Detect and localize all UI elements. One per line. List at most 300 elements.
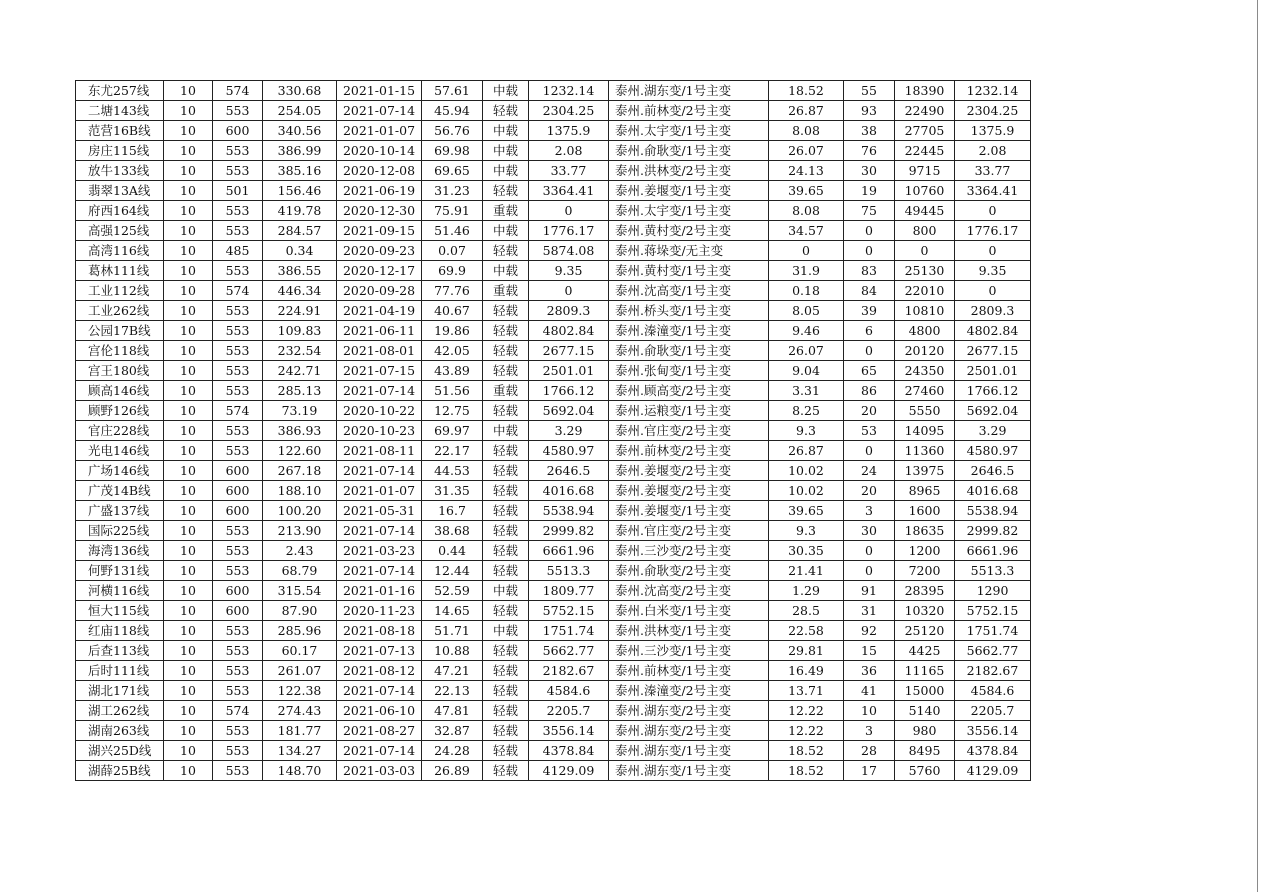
table-row	[76, 441, 1031, 461]
cell-load-rate: 40.67	[422, 301, 483, 321]
table-row	[76, 81, 1031, 101]
cell-rated-current: 600	[213, 581, 263, 601]
cell-load-rate: 56.76	[422, 121, 483, 141]
cell-available-capacity: 4129.09	[529, 761, 609, 781]
table-row	[76, 361, 1031, 381]
cell-available-capacity: 33.77	[529, 161, 609, 181]
cell-line-name: 顾野126线	[76, 401, 164, 421]
table-row	[76, 301, 1031, 321]
cell-max-current: 385.16	[263, 161, 337, 181]
cell-transformer-load-rate: 18.52	[769, 761, 844, 781]
cell-line-name: 宫伦118线	[76, 341, 164, 361]
cell-available-capacity: 5692.04	[529, 401, 609, 421]
cell-max-date: 2021-08-18	[337, 621, 422, 641]
table-row	[76, 341, 1031, 361]
table-row	[76, 581, 1031, 601]
cell-load-rate: 31.23	[422, 181, 483, 201]
cell-voltage-kv: 10	[164, 581, 213, 601]
cell-rated-current: 600	[213, 501, 263, 521]
cell-remaining-capacity: 1375.9	[955, 121, 1031, 141]
cell-remaining-capacity: 4378.84	[955, 741, 1031, 761]
cell-substation-transformer: 泰州.俞耿变/2号主变	[609, 561, 769, 581]
cell-load-rate: 52.59	[422, 581, 483, 601]
cell-load-status: 轻载	[483, 361, 529, 381]
cell-substation-transformer: 泰州.顾高变/2号主变	[609, 381, 769, 401]
cell-available-capacity: 2501.01	[529, 361, 609, 381]
cell-load-rate: 69.65	[422, 161, 483, 181]
cell-transformer-load-rate: 16.49	[769, 661, 844, 681]
cell-user-count: 93	[844, 101, 895, 121]
cell-available-capacity: 5874.08	[529, 241, 609, 261]
cell-max-date: 2021-01-15	[337, 81, 422, 101]
table-row	[76, 201, 1031, 221]
cell-voltage-kv: 10	[164, 621, 213, 641]
table-row	[76, 461, 1031, 481]
cell-available-capacity: 2677.15	[529, 341, 609, 361]
cell-max-date: 2021-07-15	[337, 361, 422, 381]
cell-substation-transformer: 泰州.三沙变/1号主变	[609, 641, 769, 661]
cell-available-capacity: 5513.3	[529, 561, 609, 581]
cell-rated-current: 553	[213, 361, 263, 381]
cell-substation-transformer: 泰州.运粮变/1号主变	[609, 401, 769, 421]
cell-transformer-load-rate: 31.9	[769, 261, 844, 281]
cell-remaining-capacity: 4016.68	[955, 481, 1031, 501]
cell-max-current: 267.18	[263, 461, 337, 481]
cell-substation-transformer: 泰州.洪林变/1号主变	[609, 621, 769, 641]
cell-max-current: 213.90	[263, 521, 337, 541]
cell-user-count: 6	[844, 321, 895, 341]
cell-transformer-load-rate: 8.08	[769, 121, 844, 141]
table-row	[76, 621, 1031, 641]
cell-remaining-capacity: 2501.01	[955, 361, 1031, 381]
table-row	[76, 421, 1031, 441]
cell-user-count: 91	[844, 581, 895, 601]
cell-load-rate: 45.94	[422, 101, 483, 121]
cell-max-date: 2021-07-14	[337, 381, 422, 401]
cell-max-current: 330.68	[263, 81, 337, 101]
cell-load-status: 轻载	[483, 741, 529, 761]
cell-voltage-kv: 10	[164, 721, 213, 741]
cell-user-count: 38	[844, 121, 895, 141]
cell-user-count: 30	[844, 521, 895, 541]
cell-installed-capacity: 20120	[895, 341, 955, 361]
cell-max-date: 2021-03-03	[337, 761, 422, 781]
cell-user-count: 15	[844, 641, 895, 661]
cell-load-status: 中载	[483, 421, 529, 441]
cell-remaining-capacity: 1766.12	[955, 381, 1031, 401]
cell-max-date: 2021-07-14	[337, 561, 422, 581]
cell-voltage-kv: 10	[164, 641, 213, 661]
cell-voltage-kv: 10	[164, 261, 213, 281]
cell-load-rate: 12.44	[422, 561, 483, 581]
cell-load-status: 中载	[483, 161, 529, 181]
cell-load-status: 轻载	[483, 761, 529, 781]
cell-installed-capacity: 13975	[895, 461, 955, 481]
cell-rated-current: 553	[213, 421, 263, 441]
cell-remaining-capacity: 1751.74	[955, 621, 1031, 641]
cell-load-status: 中载	[483, 221, 529, 241]
cell-user-count: 3	[844, 501, 895, 521]
cell-rated-current: 553	[213, 541, 263, 561]
cell-available-capacity: 5662.77	[529, 641, 609, 661]
cell-rated-current: 553	[213, 381, 263, 401]
cell-load-rate: 69.97	[422, 421, 483, 441]
cell-max-date: 2021-07-14	[337, 521, 422, 541]
cell-max-current: 386.93	[263, 421, 337, 441]
cell-max-current: 340.56	[263, 121, 337, 141]
cell-max-current: 122.60	[263, 441, 337, 461]
cell-available-capacity: 0	[529, 281, 609, 301]
cell-transformer-load-rate: 18.52	[769, 741, 844, 761]
cell-installed-capacity: 0	[895, 241, 955, 261]
cell-load-status: 轻载	[483, 461, 529, 481]
cell-remaining-capacity: 2304.25	[955, 101, 1031, 121]
cell-load-rate: 38.68	[422, 521, 483, 541]
cell-user-count: 76	[844, 141, 895, 161]
table-row	[76, 701, 1031, 721]
cell-user-count: 0	[844, 541, 895, 561]
cell-max-date: 2021-01-16	[337, 581, 422, 601]
cell-remaining-capacity: 2646.5	[955, 461, 1031, 481]
cell-line-name: 工业112线	[76, 281, 164, 301]
cell-load-rate: 0.07	[422, 241, 483, 261]
cell-available-capacity: 2.08	[529, 141, 609, 161]
cell-transformer-load-rate: 21.41	[769, 561, 844, 581]
table-row	[76, 121, 1031, 141]
cell-substation-transformer: 泰州.溱潼变/2号主变	[609, 681, 769, 701]
cell-installed-capacity: 8495	[895, 741, 955, 761]
cell-load-status: 轻载	[483, 101, 529, 121]
cell-line-name: 高强125线	[76, 221, 164, 241]
cell-available-capacity: 1776.17	[529, 221, 609, 241]
cell-installed-capacity: 1200	[895, 541, 955, 561]
cell-transformer-load-rate: 0.18	[769, 281, 844, 301]
cell-remaining-capacity: 33.77	[955, 161, 1031, 181]
cell-substation-transformer: 泰州.白米变/1号主变	[609, 601, 769, 621]
cell-load-rate: 19.86	[422, 321, 483, 341]
cell-load-status: 轻载	[483, 501, 529, 521]
cell-substation-transformer: 泰州.桥头变/1号主变	[609, 301, 769, 321]
cell-substation-transformer: 泰州.沈高变/1号主变	[609, 281, 769, 301]
cell-voltage-kv: 10	[164, 121, 213, 141]
cell-max-date: 2021-08-01	[337, 341, 422, 361]
cell-rated-current: 553	[213, 341, 263, 361]
cell-voltage-kv: 10	[164, 361, 213, 381]
table-row	[76, 321, 1031, 341]
cell-max-current: 261.07	[263, 661, 337, 681]
cell-user-count: 53	[844, 421, 895, 441]
cell-substation-transformer: 泰州.黄村变/2号主变	[609, 221, 769, 241]
cell-installed-capacity: 25130	[895, 261, 955, 281]
cell-load-status: 轻载	[483, 541, 529, 561]
cell-rated-current: 553	[213, 721, 263, 741]
cell-load-status: 中载	[483, 581, 529, 601]
cell-max-current: 254.05	[263, 101, 337, 121]
cell-line-name: 高湾116线	[76, 241, 164, 261]
cell-remaining-capacity: 6661.96	[955, 541, 1031, 561]
cell-rated-current: 553	[213, 221, 263, 241]
cell-substation-transformer: 泰州.俞耿变/1号主变	[609, 341, 769, 361]
cell-rated-current: 553	[213, 101, 263, 121]
cell-transformer-load-rate: 10.02	[769, 481, 844, 501]
cell-line-name: 葛林111线	[76, 261, 164, 281]
cell-substation-transformer: 泰州.姜堰变/1号主变	[609, 501, 769, 521]
cell-max-current: 284.57	[263, 221, 337, 241]
cell-max-current: 156.46	[263, 181, 337, 201]
cell-transformer-load-rate: 29.81	[769, 641, 844, 661]
table-row	[76, 521, 1031, 541]
cell-rated-current: 553	[213, 521, 263, 541]
cell-voltage-kv: 10	[164, 281, 213, 301]
cell-voltage-kv: 10	[164, 321, 213, 341]
cell-rated-current: 553	[213, 261, 263, 281]
cell-remaining-capacity: 1232.14	[955, 81, 1031, 101]
cell-rated-current: 553	[213, 141, 263, 161]
cell-voltage-kv: 10	[164, 241, 213, 261]
table-row	[76, 601, 1031, 621]
cell-transformer-load-rate: 34.57	[769, 221, 844, 241]
cell-installed-capacity: 800	[895, 221, 955, 241]
cell-rated-current: 553	[213, 641, 263, 661]
cell-user-count: 0	[844, 221, 895, 241]
table-row	[76, 561, 1031, 581]
cell-remaining-capacity: 4802.84	[955, 321, 1031, 341]
cell-substation-transformer: 泰州.官庄变/2号主变	[609, 521, 769, 541]
cell-remaining-capacity: 2999.82	[955, 521, 1031, 541]
cell-substation-transformer: 泰州.前林变/2号主变	[609, 101, 769, 121]
cell-line-name: 海湾136线	[76, 541, 164, 561]
cell-user-count: 65	[844, 361, 895, 381]
table-row	[76, 181, 1031, 201]
cell-installed-capacity: 24350	[895, 361, 955, 381]
cell-substation-transformer: 泰州.湖东变/1号主变	[609, 81, 769, 101]
cell-installed-capacity: 10760	[895, 181, 955, 201]
table-row	[76, 281, 1031, 301]
cell-load-rate: 47.21	[422, 661, 483, 681]
cell-max-current: 274.43	[263, 701, 337, 721]
table-row	[76, 261, 1031, 281]
cell-max-date: 2021-06-11	[337, 321, 422, 341]
cell-load-rate: 12.75	[422, 401, 483, 421]
cell-line-name: 府西164线	[76, 201, 164, 221]
cell-substation-transformer: 泰州.沈高变/2号主变	[609, 581, 769, 601]
cell-line-name: 湖北171线	[76, 681, 164, 701]
cell-transformer-load-rate: 12.22	[769, 721, 844, 741]
cell-remaining-capacity: 1776.17	[955, 221, 1031, 241]
cell-user-count: 0	[844, 441, 895, 461]
cell-max-current: 73.19	[263, 401, 337, 421]
cell-line-name: 后查113线	[76, 641, 164, 661]
cell-remaining-capacity: 4580.97	[955, 441, 1031, 461]
cell-max-current: 2.43	[263, 541, 337, 561]
cell-substation-transformer: 泰州.溱潼变/1号主变	[609, 321, 769, 341]
cell-user-count: 39	[844, 301, 895, 321]
cell-line-name: 房庄115线	[76, 141, 164, 161]
cell-load-status: 轻载	[483, 701, 529, 721]
cell-max-current: 386.99	[263, 141, 337, 161]
cell-user-count: 0	[844, 241, 895, 261]
cell-remaining-capacity: 2.08	[955, 141, 1031, 161]
cell-installed-capacity: 15000	[895, 681, 955, 701]
cell-installed-capacity: 18635	[895, 521, 955, 541]
cell-max-date: 2021-06-10	[337, 701, 422, 721]
cell-load-status: 轻载	[483, 181, 529, 201]
cell-load-rate: 44.53	[422, 461, 483, 481]
cell-line-name: 广场146线	[76, 461, 164, 481]
cell-max-date: 2021-07-14	[337, 461, 422, 481]
table-body	[76, 81, 1031, 781]
cell-available-capacity: 4802.84	[529, 321, 609, 341]
cell-user-count: 84	[844, 281, 895, 301]
cell-installed-capacity: 11360	[895, 441, 955, 461]
cell-line-name: 宫王180线	[76, 361, 164, 381]
cell-installed-capacity: 5550	[895, 401, 955, 421]
cell-voltage-kv: 10	[164, 521, 213, 541]
cell-line-name: 公园17B线	[76, 321, 164, 341]
cell-line-name: 广盛137线	[76, 501, 164, 521]
cell-voltage-kv: 10	[164, 681, 213, 701]
cell-transformer-load-rate: 9.3	[769, 421, 844, 441]
cell-remaining-capacity: 0	[955, 281, 1031, 301]
cell-installed-capacity: 27705	[895, 121, 955, 141]
cell-max-date: 2021-08-12	[337, 661, 422, 681]
table-row	[76, 241, 1031, 261]
cell-transformer-load-rate: 26.87	[769, 101, 844, 121]
cell-remaining-capacity: 5513.3	[955, 561, 1031, 581]
cell-user-count: 28	[844, 741, 895, 761]
cell-load-status: 轻载	[483, 481, 529, 501]
cell-load-rate: 69.9	[422, 261, 483, 281]
cell-installed-capacity: 28395	[895, 581, 955, 601]
cell-available-capacity: 2304.25	[529, 101, 609, 121]
cell-user-count: 92	[844, 621, 895, 641]
cell-load-rate: 51.46	[422, 221, 483, 241]
cell-line-name: 国际225线	[76, 521, 164, 541]
cell-available-capacity: 6661.96	[529, 541, 609, 561]
cell-line-name: 广茂14B线	[76, 481, 164, 501]
cell-load-status: 轻载	[483, 721, 529, 741]
cell-rated-current: 600	[213, 601, 263, 621]
cell-rated-current: 553	[213, 621, 263, 641]
table-row	[76, 681, 1031, 701]
cell-transformer-load-rate: 8.25	[769, 401, 844, 421]
table-row	[76, 641, 1031, 661]
cell-load-status: 轻载	[483, 401, 529, 421]
cell-voltage-kv: 10	[164, 461, 213, 481]
cell-max-date: 2020-12-17	[337, 261, 422, 281]
cell-load-rate: 22.13	[422, 681, 483, 701]
cell-load-status: 中载	[483, 261, 529, 281]
cell-voltage-kv: 10	[164, 101, 213, 121]
cell-voltage-kv: 10	[164, 381, 213, 401]
cell-user-count: 83	[844, 261, 895, 281]
cell-rated-current: 553	[213, 661, 263, 681]
cell-max-current: 285.13	[263, 381, 337, 401]
cell-load-status: 轻载	[483, 661, 529, 681]
cell-substation-transformer: 泰州.蒋垛变/无主变	[609, 241, 769, 261]
cell-load-status: 轻载	[483, 681, 529, 701]
cell-available-capacity: 1232.14	[529, 81, 609, 101]
cell-max-date: 2021-08-27	[337, 721, 422, 741]
cell-available-capacity: 0	[529, 201, 609, 221]
cell-line-name: 何野131线	[76, 561, 164, 581]
cell-load-rate: 77.76	[422, 281, 483, 301]
cell-load-status: 轻载	[483, 441, 529, 461]
cell-max-date: 2021-04-19	[337, 301, 422, 321]
cell-installed-capacity: 49445	[895, 201, 955, 221]
cell-remaining-capacity: 5752.15	[955, 601, 1031, 621]
cell-load-rate: 24.28	[422, 741, 483, 761]
cell-max-current: 232.54	[263, 341, 337, 361]
cell-available-capacity: 4584.6	[529, 681, 609, 701]
cell-max-current: 134.27	[263, 741, 337, 761]
cell-rated-current: 553	[213, 161, 263, 181]
cell-installed-capacity: 14095	[895, 421, 955, 441]
cell-voltage-kv: 10	[164, 501, 213, 521]
cell-line-name: 翡翠13A线	[76, 181, 164, 201]
cell-transformer-load-rate: 8.08	[769, 201, 844, 221]
cell-remaining-capacity: 3364.41	[955, 181, 1031, 201]
cell-remaining-capacity: 2182.67	[955, 661, 1031, 681]
table-row	[76, 221, 1031, 241]
cell-max-date: 2021-07-14	[337, 681, 422, 701]
cell-available-capacity: 5538.94	[529, 501, 609, 521]
cell-user-count: 3	[844, 721, 895, 741]
cell-load-status: 重载	[483, 281, 529, 301]
cell-voltage-kv: 10	[164, 161, 213, 181]
cell-rated-current: 553	[213, 301, 263, 321]
cell-line-name: 湖工262线	[76, 701, 164, 721]
cell-load-rate: 32.87	[422, 721, 483, 741]
cell-line-name: 工业262线	[76, 301, 164, 321]
cell-installed-capacity: 25120	[895, 621, 955, 641]
cell-rated-current: 553	[213, 681, 263, 701]
table-row	[76, 481, 1031, 501]
table-row	[76, 101, 1031, 121]
cell-load-status: 重载	[483, 201, 529, 221]
cell-substation-transformer: 泰州.前林变/2号主变	[609, 441, 769, 461]
table-row	[76, 381, 1031, 401]
cell-transformer-load-rate: 9.3	[769, 521, 844, 541]
cell-remaining-capacity: 5692.04	[955, 401, 1031, 421]
cell-remaining-capacity: 5538.94	[955, 501, 1031, 521]
cell-transformer-load-rate: 24.13	[769, 161, 844, 181]
cell-rated-current: 553	[213, 441, 263, 461]
cell-load-rate: 31.35	[422, 481, 483, 501]
cell-installed-capacity: 22445	[895, 141, 955, 161]
cell-max-current: 224.91	[263, 301, 337, 321]
cell-transformer-load-rate: 10.02	[769, 461, 844, 481]
cell-line-name: 官庄228线	[76, 421, 164, 441]
cell-voltage-kv: 10	[164, 221, 213, 241]
cell-max-current: 446.34	[263, 281, 337, 301]
cell-installed-capacity: 980	[895, 721, 955, 741]
cell-rated-current: 553	[213, 741, 263, 761]
cell-substation-transformer: 泰州.太宇变/1号主变	[609, 121, 769, 141]
cell-max-date: 2021-01-07	[337, 121, 422, 141]
cell-user-count: 41	[844, 681, 895, 701]
cell-load-status: 轻载	[483, 561, 529, 581]
cell-voltage-kv: 10	[164, 141, 213, 161]
cell-installed-capacity: 10320	[895, 601, 955, 621]
cell-line-name: 顾高146线	[76, 381, 164, 401]
cell-substation-transformer: 泰州.张甸变/1号主变	[609, 361, 769, 381]
cell-voltage-kv: 10	[164, 481, 213, 501]
table-row	[76, 501, 1031, 521]
cell-substation-transformer: 泰州.湖东变/2号主变	[609, 721, 769, 741]
cell-rated-current: 485	[213, 241, 263, 261]
cell-max-current: 181.77	[263, 721, 337, 741]
